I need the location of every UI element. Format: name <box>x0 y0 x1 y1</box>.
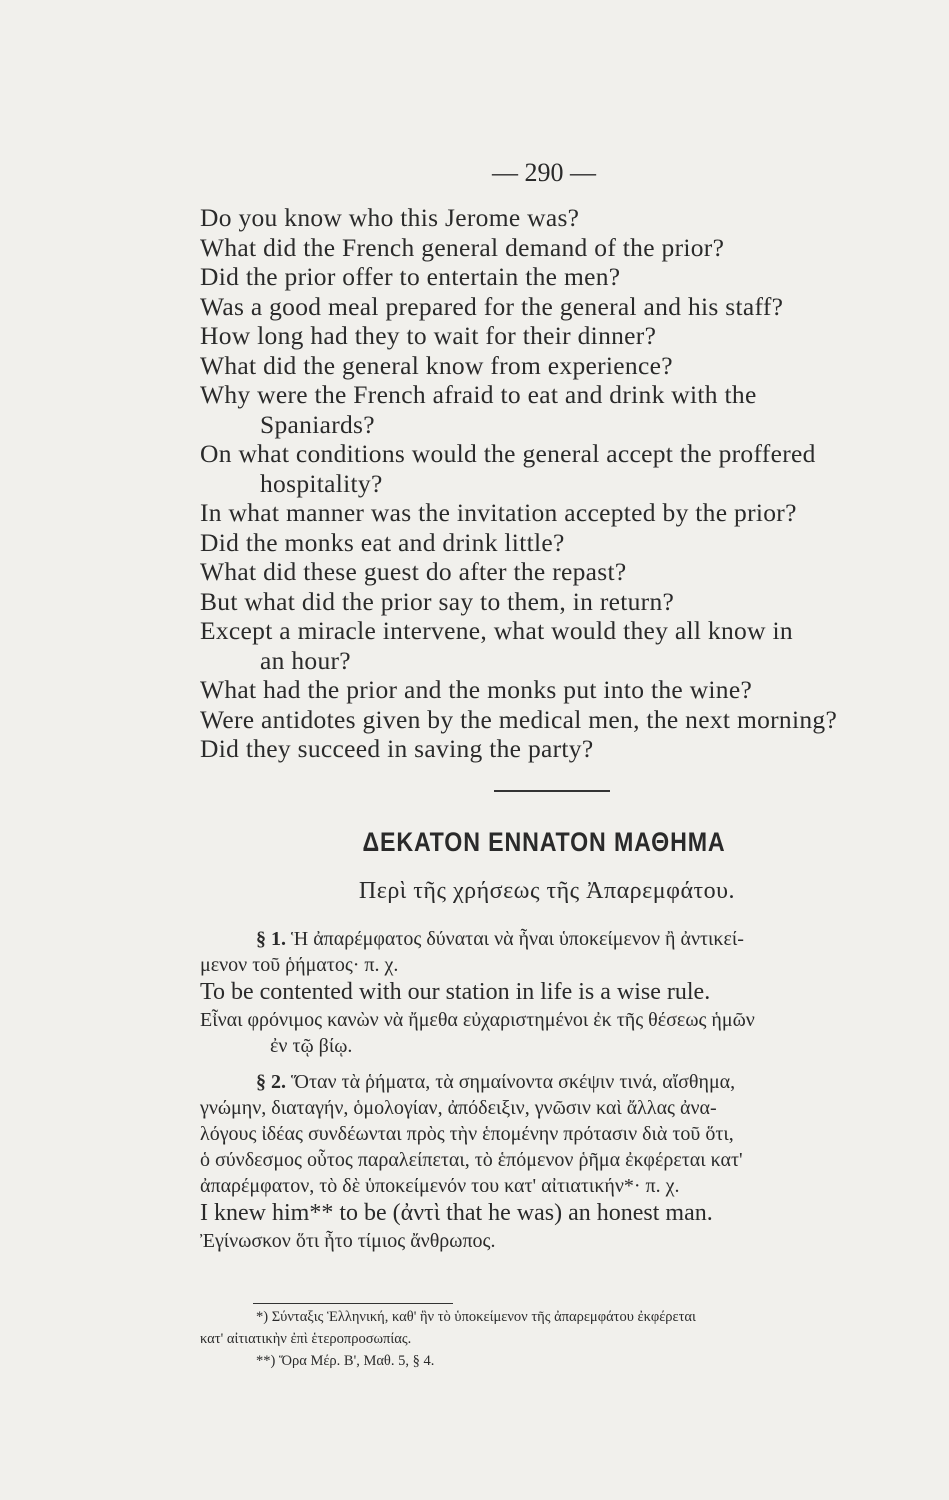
footnote-1: *) Σύνταξις Ἑλληνική, καθ' ἣν τὸ ὑποκείμενον τῆς ἀπαρεμφάτου ἐκφέρεται <box>256 1309 696 1325</box>
question-list <box>200 203 900 764</box>
list-item: How long had they to wait for their dinner? <box>200 321 657 350</box>
list-item: Did the prior offer to entertain the men? <box>200 262 621 291</box>
footnote-divider <box>253 1303 453 1304</box>
rule-1-example-english: To be contented with our station in life is a wise rule. <box>200 979 711 1005</box>
rule-2-example-greek: Ἐγίνωσκον ὅτι ἦτο τίμιος ἄνθρωπος. <box>200 1230 496 1252</box>
footnote-2: **) Ὅρα Μέρ. Β', Μαθ. 5, § 4. <box>256 1353 435 1369</box>
page-number: — 290 — <box>492 158 596 187</box>
rule-2-line: ὁ σύνδεσμος οὗτος παραλείπεται, τὸ ἑπόμενον ῥῆμα ἐκφέρεται κατ' <box>200 1149 743 1171</box>
list-item: But what did the prior say to them, in return? <box>200 586 675 616</box>
list-item: Was a good meal prepared for the general and his staff? <box>200 291 784 321</box>
rule-1-text <box>200 926 900 952</box>
list-item: What had the prior and the monks put into the wine? <box>200 675 753 704</box>
rule-1-line: μενον τοῦ ῥήματος· π. χ. <box>200 954 399 976</box>
list-item: In what manner was the invitation accepted by the prior? <box>200 498 797 527</box>
lesson-title: ΔΕΚΑΤΟΝ ΕΝΝΑΤΟΝ ΜΑΘΗΜΑ <box>362 827 726 857</box>
section-marker: § 2. <box>256 1071 286 1093</box>
rule-1-example-greek-cont: ἐν τῷ βίῳ. <box>270 1035 353 1057</box>
list-item-continuation: Spaniards? <box>260 409 375 439</box>
list-item: What did the French general demand of the prior? <box>200 232 725 262</box>
footnote-1-cont: κατ' αἰτιατικὴν ἐπὶ ἑτεροπροσωπίας. <box>200 1331 412 1347</box>
list-item-continuation: hospitality? <box>260 468 383 498</box>
list-item: What did these guest do after the repast? <box>200 557 627 586</box>
section-divider <box>494 790 610 792</box>
list-item: Do you know who this Jerome was? <box>200 203 580 232</box>
rule-2-line: Ὅταν τὰ ῥήματα, τὰ σημαίνοντα σκέψιν τινά, αἴσθημα, <box>291 1071 736 1093</box>
rule-1-line: Ἡ ἀπαρέμφατος δύναται νὰ ἦναι ὑποκείμενον ἢ ἀντικεί- <box>291 928 744 950</box>
list-item: Did they succeed in saving the party? <box>200 734 594 763</box>
section-marker: § 1. <box>256 928 286 950</box>
list-item: Except a miracle intervene, what would they all know in <box>200 616 793 645</box>
rule-2-example-english: I knew him** to be (ἀντὶ that he was) an honest man. <box>200 1200 713 1226</box>
list-item-continuation: an hour? <box>260 645 351 675</box>
list-item: Were antidotes given by the medical men, the next morning? <box>200 704 838 734</box>
rule-2-line: λόγους ἰδέας συνδέωνται πρὸς τὴν ἑπομένην πρότασιν διὰ τοῦ ὅτι, <box>200 1123 734 1145</box>
list-item: What did the general know from experience? <box>200 350 673 380</box>
grammar-rules <box>200 926 900 1254</box>
rule-1-example-greek: Εἶναι φρόνιμος κανὼν νὰ ἤμεθα εὐχαριστημένοι ἐκ τῆς θέσεως ἡμῶν <box>200 1009 755 1031</box>
list-item: On what conditions would the general accept the proffered <box>200 439 816 468</box>
footnotes <box>200 1303 900 1372</box>
list-item: Why were the French afraid to eat and drink with the <box>200 380 757 409</box>
rule-2-text <box>200 1069 900 1095</box>
rule-2-line: ἀπαρέμφατον, τὸ δὲ ὑποκείμενόν του κατ' αἰτιατικήν*· π. χ. <box>200 1175 680 1197</box>
list-item: Did the monks eat and drink little? <box>200 527 565 557</box>
rule-2-line: γνώμην, διαταγήν, ὁμολογίαν, ἀπόδειξιν, γνῶσιν καὶ ἄλλας ἀνα- <box>200 1097 717 1119</box>
lesson-subtitle: Περὶ τῆς χρήσεως τῆς Ἀπαρεμφάτου. <box>358 878 736 904</box>
